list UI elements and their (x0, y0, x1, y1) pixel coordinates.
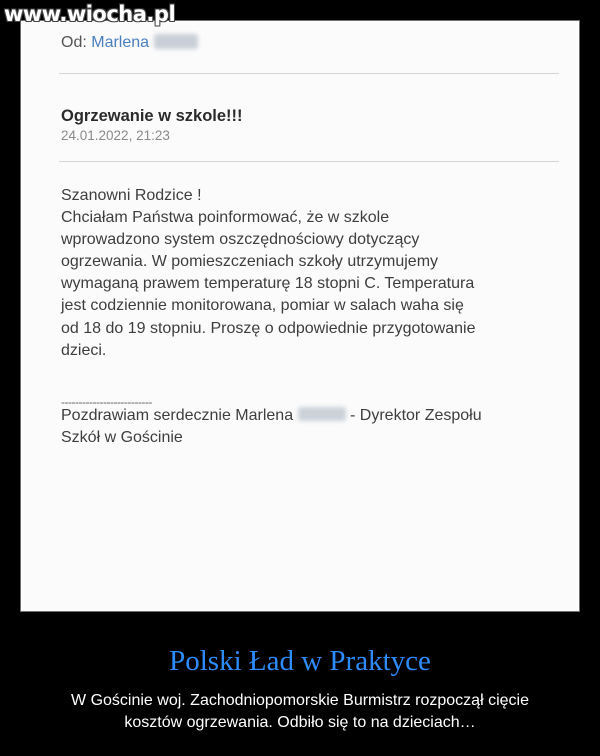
caption-subtitle (10, 690, 590, 734)
body-line: Szanowni Rodzice ! (61, 187, 202, 204)
signature-title: - Dyrektor Zespołu (350, 407, 482, 424)
caption-line: W Gościnie woj. Zachodniopomorskie Burmistrz rozpoczął cięcie (71, 692, 529, 709)
body-line: Chciałam Państwa poinformować, że w szkole (61, 209, 390, 227)
demotivator-frame (20, 20, 580, 612)
email-screenshot (23, 21, 577, 611)
divider (59, 161, 559, 162)
signature-separator: -------------------------- (61, 395, 152, 409)
email-body (61, 185, 556, 362)
from-label: Od: (61, 34, 87, 51)
site-watermark: www.wiocha.pl (4, 2, 176, 26)
body-line: od 18 do 19 stopniu. Proszę o odpowiednie przygotowanie (61, 319, 476, 337)
body-line: dzieci. (61, 341, 107, 359)
caption-line: kosztów ogrzewania. Odbiło się to na dzieciach… (124, 714, 476, 731)
blurred-surname (154, 34, 198, 49)
email-subject: Ogrzewanie w szkole!!! (61, 107, 243, 125)
email-from (61, 34, 198, 52)
body-line: jest codziennie monitorowana, pomiar w salach waha się (61, 297, 464, 315)
divider (59, 73, 559, 74)
email-date: 24.01.2022, 21:23 (61, 128, 170, 143)
body-line: wymaganą prawem temperaturę 18 stopni C. Temperatura (61, 275, 475, 293)
signature-greeting: Pozdrawiam serdecznie Marlena (61, 407, 294, 424)
body-line: ogrzewania. W pomieszczeniach szkoły utrzymujemy (61, 253, 439, 271)
email-signature (61, 405, 556, 449)
caption-title: Polski Ład w Praktyce (169, 645, 431, 677)
signature-school: Szkół w Gościnie (61, 429, 183, 447)
from-name: Marlena (91, 34, 150, 51)
body-line: wprowadzono system oszczędnościowy dotyczący (61, 231, 420, 249)
blurred-surname (298, 407, 346, 421)
